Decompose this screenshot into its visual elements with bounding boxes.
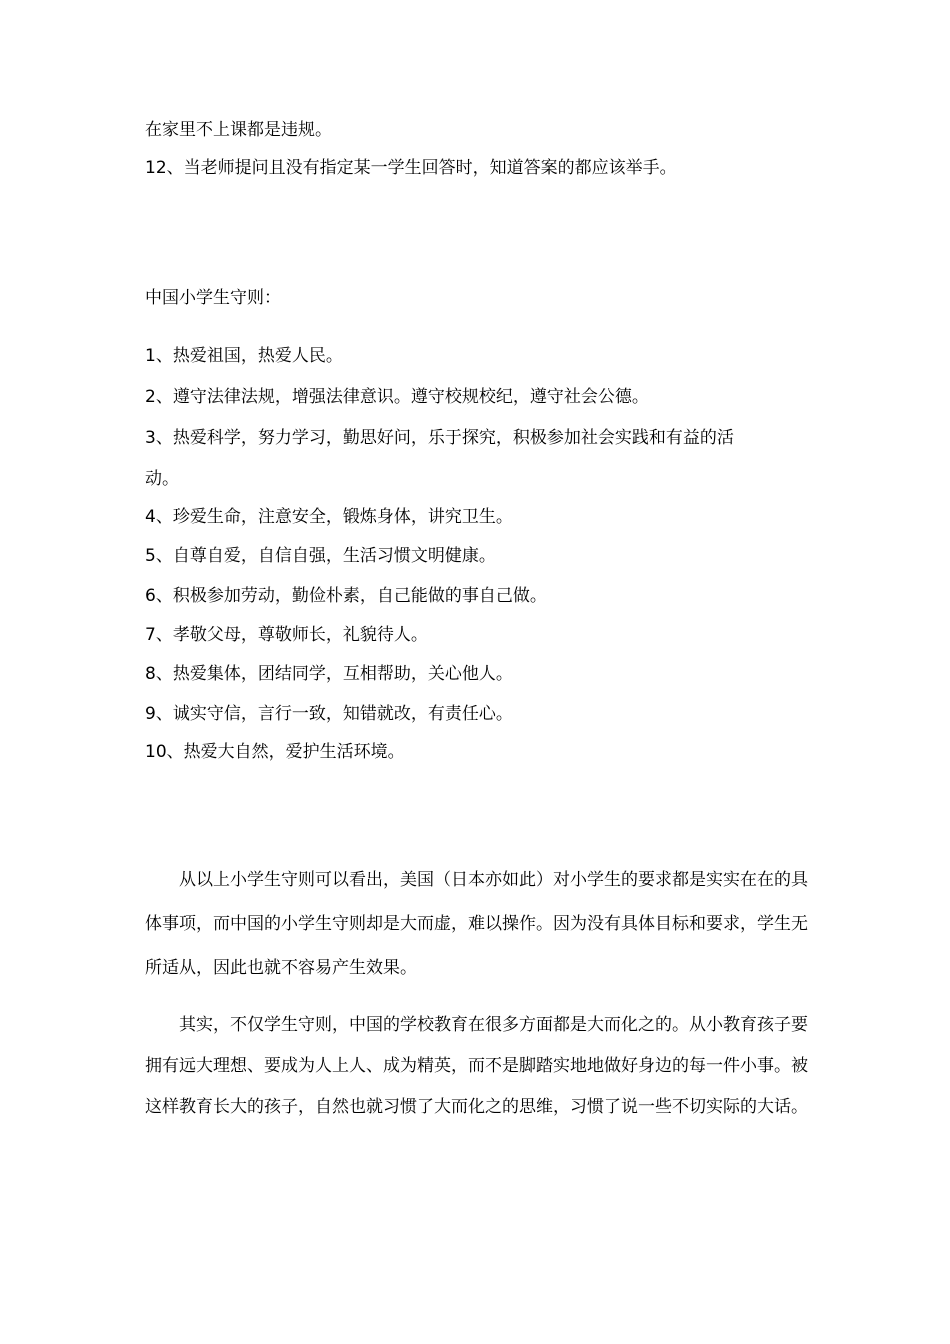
china-rule-2: 2、遵守法律法规，增强法律意识。遵守校规校纪，遵守社会公德。 <box>145 387 649 407</box>
china-rule-7: 7、孝敬父母，尊敬师长，礼貌待人。 <box>145 625 428 645</box>
previous-rule-continuation: 在家里不上课都是违规。 <box>145 120 332 140</box>
china-rule-3: 3、热爱科学，努力学习，勤思好问，乐于探究，积极参加社会实践和有益的活 <box>145 428 734 448</box>
china-rules-heading: 中国小学生守则： <box>145 288 281 308</box>
commentary-paragraph-1: 从以上小学生守则可以看出，美国（日本亦如此）对小学生的要求都是实实在在的具体事项，而中国的小学生守则却是大而虚，难以操作。因为没有具体目标和要求，学生无所适从，因此也就不容易产生效果。 <box>145 870 808 978</box>
china-rule-1: 1、热爱祖国，热爱人民。 <box>145 346 343 366</box>
commentary-paragraph-2: 其实，不仅学生守则，中国的学校教育在很多方面都是大而化之的。从小教育孩子要拥有远大理想、要成为人上人、成为精英，而不是脚踏实地地做好身边的每一件小事。被这样教育长大的孩子，自然也就习惯了大而化之的思维，习惯了说一些不切实际的大话。 <box>145 1015 808 1117</box>
china-rule-4: 4、珍爱生命，注意安全，锻炼身体，讲究卫生。 <box>145 507 513 527</box>
china-rule-6: 6、积极参加劳动，勤俭朴素，自己能做的事自己做。 <box>145 586 547 606</box>
china-rule-10: 10、热爱大自然，爱护生活环境。 <box>145 742 405 762</box>
china-rule-3-continuation: 动。 <box>145 469 179 489</box>
china-rule-9: 9、诚实守信，言行一致，知错就改，有责任心。 <box>145 704 513 724</box>
china-rule-5: 5、自尊自爱，自信自强，生活习惯文明健康。 <box>145 546 496 566</box>
us-rule-12: 12、当老师提问且没有指定某一学生回答时，知道答案的都应该举手。 <box>145 158 677 178</box>
china-rule-8: 8、热爱集体，团结同学，互相帮助，关心他人。 <box>145 664 513 684</box>
